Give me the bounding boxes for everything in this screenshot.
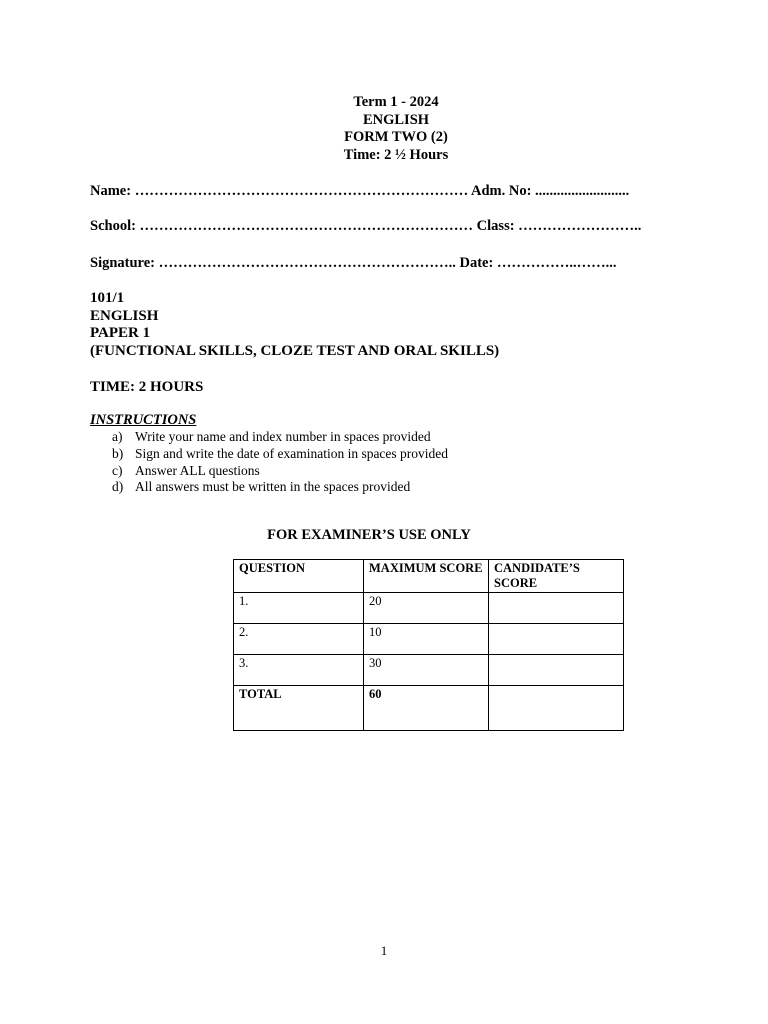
instruction-marker: a) [112, 429, 123, 444]
total-label-cell: TOTAL [234, 686, 364, 731]
table-row [234, 593, 624, 624]
duration-label: Time: 2 ½ Hours [343, 146, 449, 163]
paper-time: TIME: 2 HOURS [90, 379, 204, 395]
name-adm-field: Name: …………………………………………………………… Adm. No: .......................... [90, 183, 630, 199]
instructions-list [112, 429, 448, 496]
examiner-section-title: FOR EXAMINER’S USE ONLY [267, 527, 471, 543]
instruction-text: Answer ALL questions [135, 462, 260, 478]
subject-label: ENGLISH [362, 111, 430, 128]
instructions-heading: INSTRUCTIONS [90, 412, 197, 428]
question-cell: 2. [234, 624, 364, 655]
form-label: FORM TWO (2) [344, 129, 448, 145]
candidate-score-cell[interactable] [489, 624, 624, 655]
header-question: QUESTION [234, 560, 364, 593]
instruction-marker: d) [112, 479, 124, 495]
instruction-item [112, 429, 448, 446]
header-maximum-score: MAXIMUM SCORE [364, 560, 489, 593]
table-row [234, 624, 624, 655]
page-number: 1 [380, 943, 388, 958]
term-label: Term 1 - 2024 [353, 94, 439, 110]
paper-number: PAPER 1 [90, 325, 151, 341]
school-class-field: School: …………………………………………………………… Class: …………………….. [90, 218, 642, 234]
paper-code: 101/1 [90, 290, 125, 306]
paper-details [90, 290, 499, 360]
instruction-text: All answers must be written in the spaces provided [135, 479, 411, 495]
candidate-score-cell[interactable] [489, 593, 624, 624]
instruction-item [112, 463, 448, 480]
question-cell: 3. [234, 655, 364, 686]
total-max-cell: 60 [364, 686, 489, 731]
header-candidate-score: CANDIDATE’S SCORE [489, 560, 624, 593]
question-cell: 1. [234, 593, 364, 624]
instruction-text: Sign and write the date of examination in spaces provided [135, 445, 449, 461]
max-score-cell: 10 [364, 624, 489, 655]
instruction-item [112, 479, 448, 496]
instruction-marker: c) [112, 462, 123, 478]
examiner-score-table [233, 559, 624, 731]
instruction-marker: b) [112, 445, 124, 461]
table-row [234, 655, 624, 686]
exam-header [0, 94, 768, 164]
paper-description: (FUNCTIONAL SKILLS, CLOZE TEST AND ORAL SKILLS) [90, 342, 500, 359]
signature-date-field: Signature: …………………………………………………….. Date: ……………..……... [90, 255, 617, 271]
instruction-item [112, 446, 448, 463]
table-header-row [234, 560, 624, 593]
max-score-cell: 30 [364, 655, 489, 686]
candidate-score-cell[interactable] [489, 655, 624, 686]
table-total-row [234, 686, 624, 731]
max-score-cell: 20 [364, 593, 489, 624]
paper-subject: ENGLISH [90, 307, 159, 324]
instruction-text: Write your name and index number in spaces provided [135, 429, 431, 444]
total-candidate-cell[interactable] [489, 686, 624, 731]
